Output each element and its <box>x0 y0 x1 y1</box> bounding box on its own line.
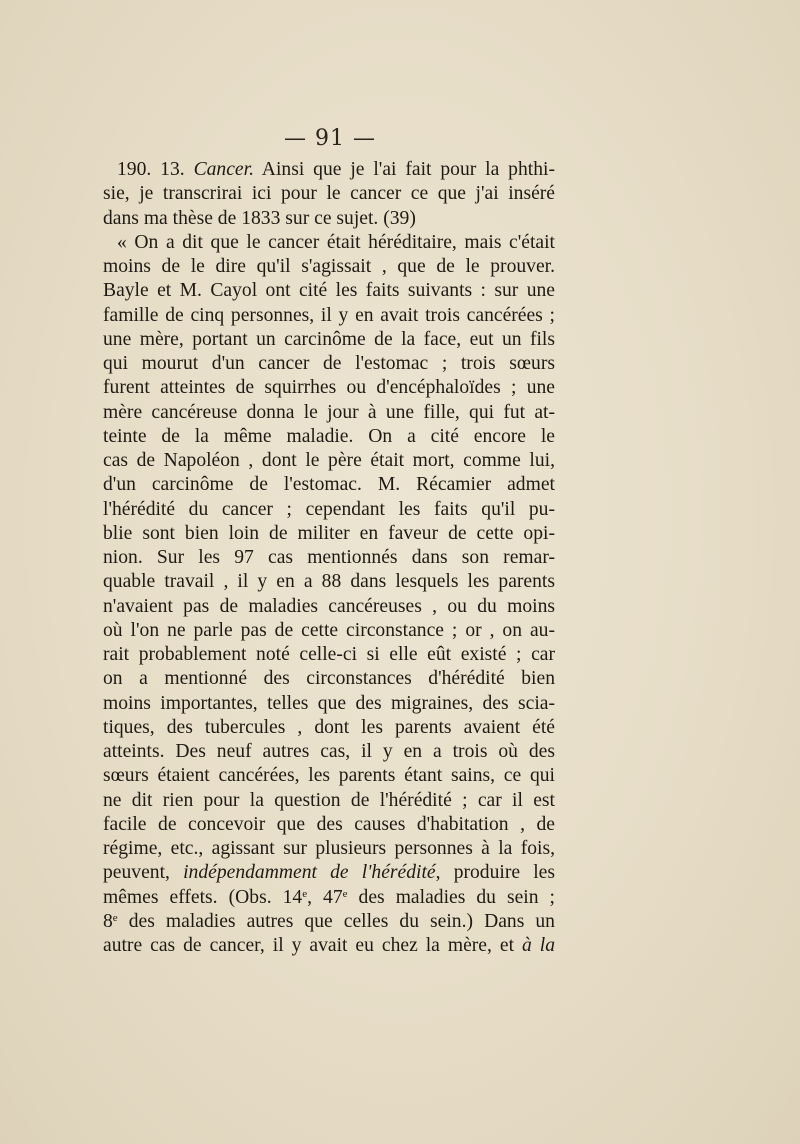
text-line <box>103 158 555 182</box>
superscript: e <box>112 911 118 924</box>
superscript: e <box>302 887 308 900</box>
text-line: teinte de la même maladie. On a cité encore le <box>103 425 555 447</box>
text-line <box>103 861 555 885</box>
text-line: sie, je transcrirai ici pour le cancer ce que j'ai inséré <box>103 183 555 205</box>
text-fragment: autre cas de cancer, il y avait eu chez la mère, et <box>103 935 515 956</box>
text-line: une mère, portant un carcinôme de la face, eut un fils <box>103 328 555 350</box>
text-line <box>103 910 555 934</box>
text-line: quable travail , il y en a 88 dans lesquels les parents <box>103 571 555 593</box>
superscript: e <box>342 887 348 900</box>
text-line: nion. Sur les 97 cas mentionnés dans son remar- <box>103 547 555 568</box>
text-line: Bayle et M. Cayol ont cité les faits suivants : sur une <box>103 280 555 302</box>
text-line: régime, etc., agissant sur plusieurs personnes à la fois, <box>103 838 555 859</box>
page-number: — 91 — <box>284 126 376 151</box>
text-line: moins importantes, telles que des migraines, des scia- <box>103 692 555 714</box>
text-line: cas de Napoléon , dont le père était mort, comme lui, <box>103 450 555 471</box>
text-line: atteints. Des neuf autres cas, il y en a trois où des <box>103 741 555 762</box>
text-line <box>103 886 555 910</box>
text-line: « On a dit que le cancer était héréditaire, mais c'était <box>117 231 555 253</box>
text-fragment: des maladies du sein ; <box>358 886 555 908</box>
text-line: furent atteintes de squirrhes ou d'encéphaloïdes ; une <box>103 377 555 399</box>
text-line: moins de le dire qu'il s'agissait , que de le prouver. <box>103 256 555 277</box>
text-line: on a mentionné des circonstances d'hérédité bien <box>103 668 555 690</box>
text-line: n'avaient pas de maladies cancéreuses , ou du moins <box>103 595 555 617</box>
text-line: qui mourut d'un cancer de l'estomac ; trois sœurs <box>103 353 555 374</box>
text-line: sœurs étaient cancérées, les parents étant sains, ce qui <box>103 765 555 787</box>
text-line: blie sont bien loin de militer en faveur de cette opi- <box>103 522 555 544</box>
body-text <box>103 158 555 958</box>
text-line: rait probablement noté celle-ci si elle eût existé ; car <box>103 644 555 665</box>
text-fragment: 8 <box>103 910 113 932</box>
text-line: tiques, des tubercules , dont les parents avaient été <box>103 716 555 738</box>
text-fragment: , 47 <box>307 886 343 908</box>
text-line: dans ma thèse de 1833 sur ce sujet. (39) <box>103 207 416 229</box>
text-fragment: peuvent, <box>103 862 170 884</box>
text-line: l'hérédité du cancer ; cependant les faits qu'il pu- <box>103 498 555 520</box>
emphasis: à la <box>521 935 555 956</box>
text-line: famille de cinq personnes, il y en avait trois cancérées ; <box>103 304 555 326</box>
section-number: 190. 13. <box>117 159 185 180</box>
text-line: d'un carcinôme de l'estomac. M. Récamier admet <box>103 474 555 496</box>
text-line <box>103 934 555 958</box>
text-fragment: mêmes effets. (Obs. 14 <box>103 886 303 908</box>
text-line: ne dit rien pour la question de l'hérédité ; car il est <box>103 789 555 811</box>
emphasis: indépendamment de l'hérédité <box>183 862 436 884</box>
text-line: mère cancéreuse donna le jour à une fille, qui fut at- <box>103 401 555 423</box>
text-fragment: , produire les <box>435 862 555 884</box>
section-heading: Cancer. <box>193 159 254 180</box>
text-line: où l'on ne parle pas de cette circonstance ; or , on au- <box>103 619 555 641</box>
text-fragment: Ainsi que je l'ai fait pour la phthi- <box>261 159 555 180</box>
text-line: facile de concevoir que des causes d'habitation , de <box>103 813 555 835</box>
text-fragment: des maladies autres que celles du sein.) Dans un <box>128 910 555 932</box>
